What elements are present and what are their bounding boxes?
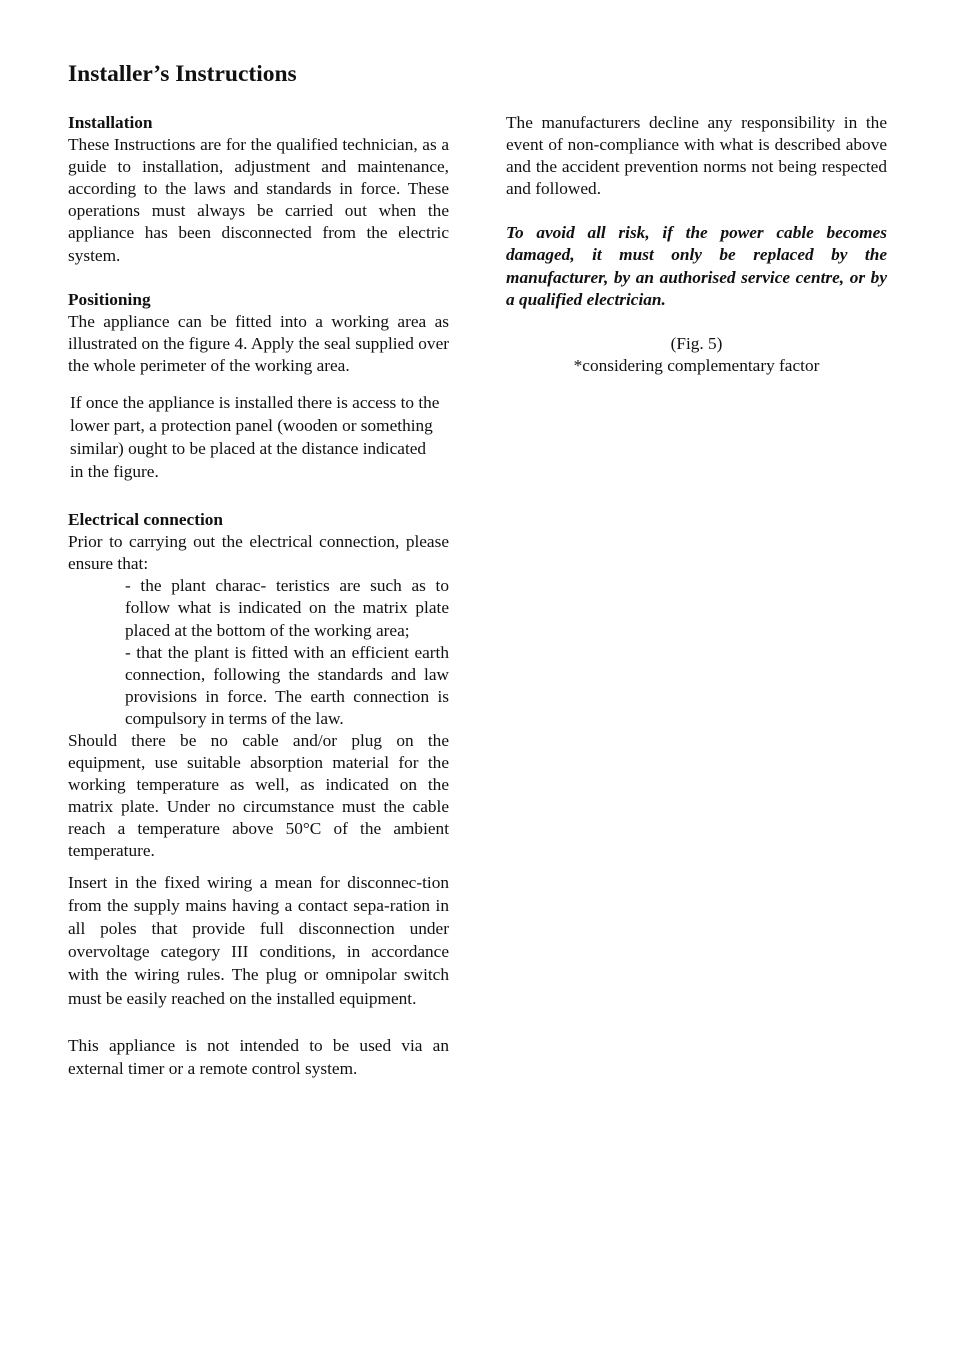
protection-panel-note: If once the appliance is installed there is access to the lower part, a protection panel (wooden or something similar) ought to be placed at the distance indicated in the figure. (70, 393, 440, 482)
figure-reference: (Fig. 5) (670, 333, 723, 353)
positioning-heading: Positioning (68, 289, 151, 309)
list-item: - the plant charac- teristics are such as to follow what is indicated on the matrix plate placed at the bottom of the working area; (125, 576, 449, 640)
positioning-section (68, 289, 449, 483)
right-column (506, 112, 887, 377)
requirements-list (125, 575, 449, 730)
list-item: - that the plant is fitted with an efficient earth connection, following the standards and law provisions in force. The earth connection is compulsory in terms of the law. (125, 642, 449, 728)
power-cable-warning: To avoid all risk, if the power cable becomes damaged, it must only be replaced by the manufacturer, by an authorised service centre, or by a qualified electrician. (506, 223, 887, 309)
installation-heading: Installation (68, 113, 153, 132)
positioning-text: The appliance can be fitted into a working area as illustrated on the figure 4. Apply the seal supplied over the whole perimeter of the working area. (68, 311, 449, 375)
disclaimer-text: The manufacturers decline any responsibility in the event of non-compliance with what is described above and the accident prevention norms not being respected and followed. (506, 113, 887, 199)
figure-note: *considering complementary factor (573, 355, 820, 375)
left-column (68, 112, 449, 1080)
disconnect-text: Insert in the fixed wiring a mean for disconnec-tion from the supply mains having a contact sepa-ration in all poles that provide full disconnection under overvoltage category III conditions, in accordance with the wiring rules. The plug or omnipolar switch must be easily reached on the installed equipment. (68, 872, 449, 1008)
electrical-section (68, 509, 449, 1080)
figure-caption (506, 333, 887, 377)
installation-section (68, 112, 449, 267)
cable-text: Should there be no cable and/or plug on the equipment, use suitable absorption material for the working temperature as well, as indicated on the matrix plate. Under no circumstance must the cable reach a temperature above 50°C of the ambient temperature. (68, 730, 449, 861)
installation-text: These Instructions are for the qualified technician, as a guide to installation, adjustment and maintenance, according to the laws and standards in force. These operations must always be carried out when the appliance has been disconnected from the electric system. (68, 135, 449, 265)
electrical-heading: Electrical connection (68, 510, 224, 530)
page-title: Installer’s Instructions (68, 61, 297, 87)
timer-text: This appliance is not intended to be used via an external timer or a remote control system. (68, 1035, 449, 1078)
electrical-intro: Prior to carrying out the electrical connection, please ensure that: (68, 532, 449, 574)
